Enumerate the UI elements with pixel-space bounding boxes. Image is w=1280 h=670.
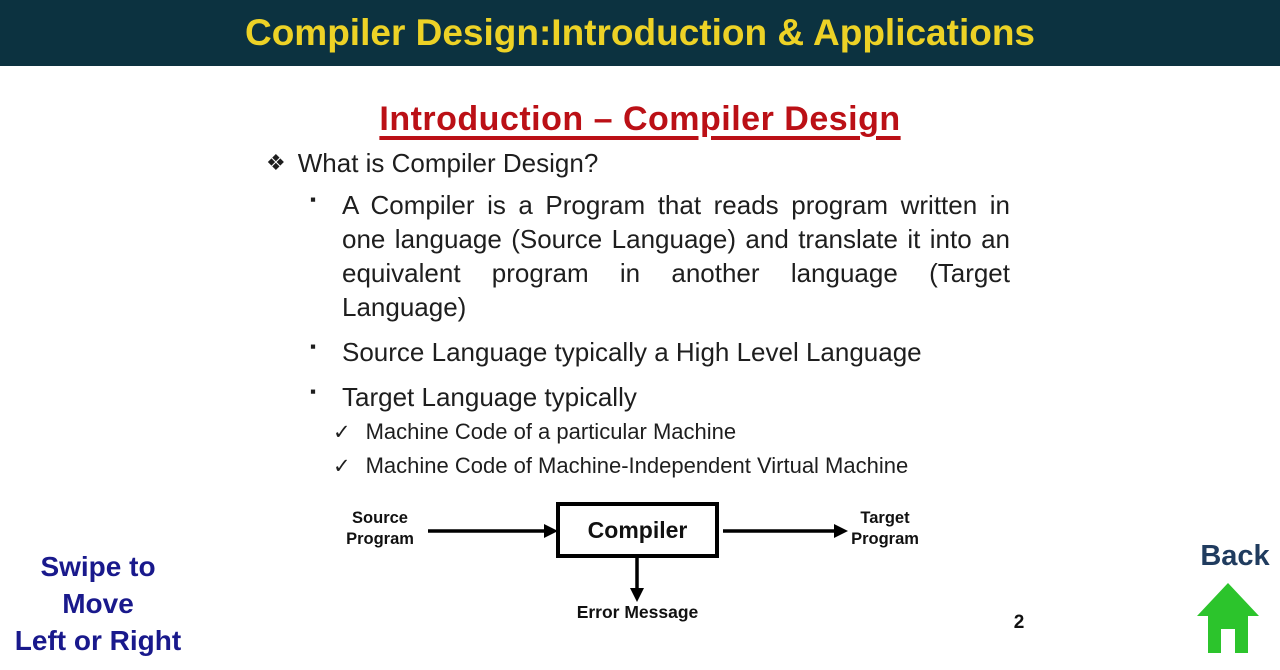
swipe-hint-line: Move — [62, 588, 134, 619]
bullet-point-source-language — [310, 335, 1030, 369]
check-icon: ✓ — [333, 421, 351, 444]
swipe-hint-line: Swipe to — [40, 551, 156, 582]
header-title: Compiler Design:Introduction & Applications — [244, 12, 1036, 53]
source-program-label: Source Program — [346, 509, 414, 548]
header-bar — [0, 0, 1280, 66]
diamond-bullet-icon: ❖ — [266, 150, 286, 175]
square-bullet-icon: ▪ — [310, 337, 317, 356]
page-number: 2 — [1013, 612, 1025, 633]
check-item-machine-code — [333, 419, 736, 445]
slide-title: Introduction – Compiler Design — [379, 100, 901, 138]
question-line — [266, 148, 598, 179]
swipe-hint — [0, 548, 196, 659]
compiler-diagram — [320, 490, 980, 640]
check-text: Machine Code of Machine-Independent Virtual Machine — [365, 453, 909, 478]
bullet-point-target-language — [310, 380, 1030, 414]
check-item-virtual-machine — [333, 453, 908, 479]
square-bullet-icon: ▪ — [310, 382, 317, 401]
bullet-text: Target Language typically — [342, 382, 637, 412]
back-label[interactable]: Back — [1200, 540, 1270, 572]
bullet-text: A Compiler is a Program that reads program written in one language (Source Language) and translate it into an equivalent program in another language (Target Language) — [342, 190, 1010, 322]
square-bullet-icon: ▪ — [310, 190, 317, 209]
bullet-text: Source Language typically a High Level Language — [342, 337, 922, 367]
back-button[interactable] — [1180, 540, 1276, 655]
check-text: Machine Code of a particular Machine — [365, 419, 737, 444]
target-program-label: Target Program — [851, 509, 919, 548]
check-icon: ✓ — [333, 455, 351, 478]
bullet-point-compiler-definition — [310, 188, 1010, 324]
swipe-hint-line: Left or Right — [14, 625, 182, 656]
home-icon[interactable] — [1195, 581, 1261, 655]
question-text: What is Compiler Design? — [297, 148, 599, 178]
compiler-box: Compiler — [556, 502, 719, 558]
error-message-label: Error Message — [576, 602, 699, 622]
